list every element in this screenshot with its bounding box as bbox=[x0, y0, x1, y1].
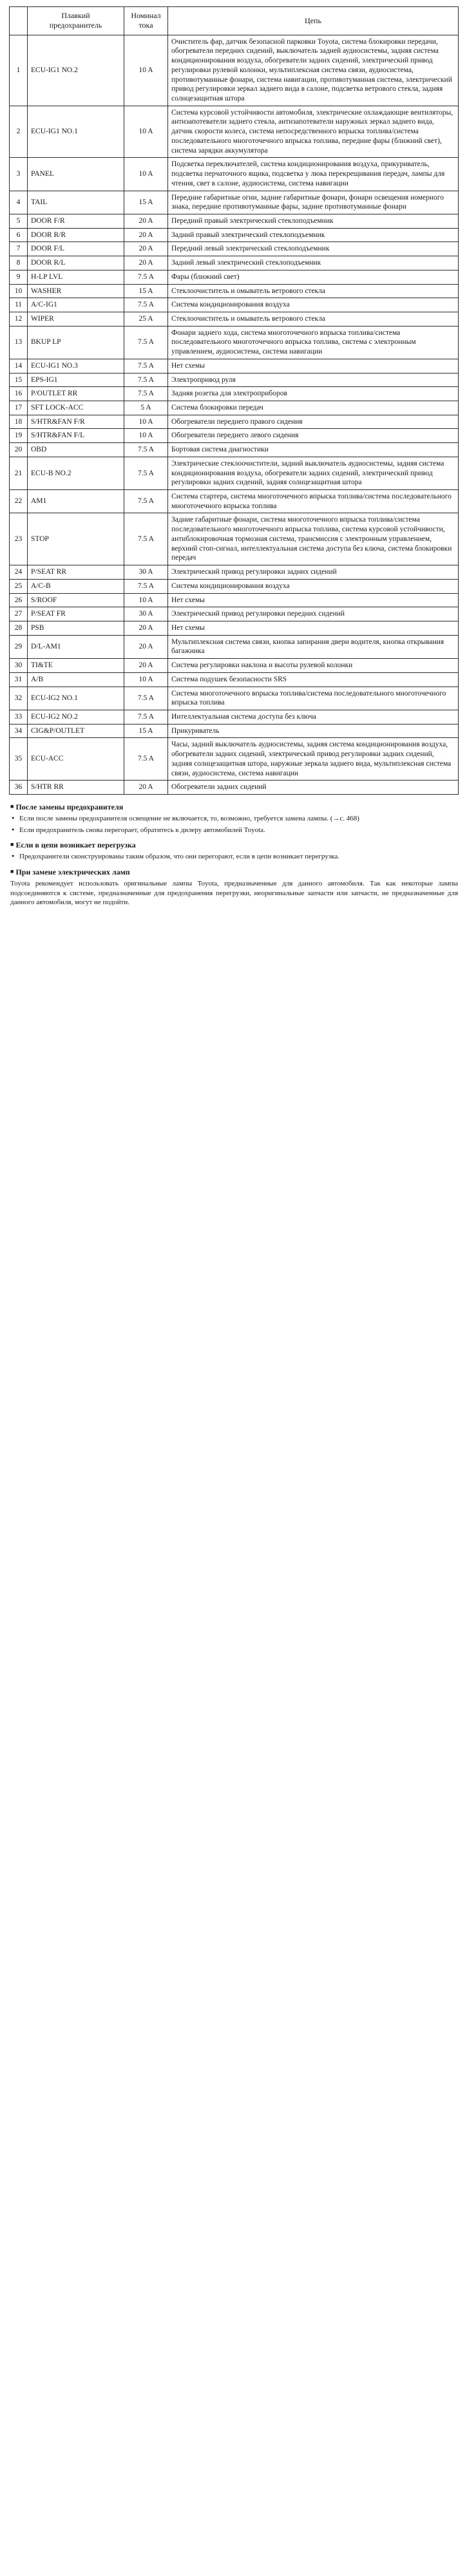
fuse-name: PSB bbox=[28, 621, 124, 635]
fuse-name: S/HTR RR bbox=[28, 781, 124, 795]
fuse-amperage: 20 A bbox=[124, 242, 168, 256]
fuse-circuit: Передний правый электрический стеклоподъемник bbox=[168, 214, 459, 228]
notes-section bbox=[9, 802, 458, 907]
fuse-amperage: 30 A bbox=[124, 565, 168, 580]
fuse-number: 8 bbox=[10, 256, 28, 270]
fuse-number: 2 bbox=[10, 106, 28, 158]
fuse-amperage: 7.5 A bbox=[124, 359, 168, 373]
fuse-amperage: 7.5 A bbox=[124, 579, 168, 593]
fuse-circuit: Задний правый электрический стеклоподъемник bbox=[168, 228, 459, 242]
fuse-amperage: 20 A bbox=[124, 214, 168, 228]
fuse-circuit: Электропривод руля bbox=[168, 373, 459, 387]
fuse-amperage: 15 A bbox=[124, 191, 168, 214]
fuse-amperage: 10 A bbox=[124, 106, 168, 158]
table-row bbox=[10, 242, 459, 256]
fuse-name: DOOR F/L bbox=[28, 242, 124, 256]
fuse-name: ECU-IG1 NO.1 bbox=[28, 106, 124, 158]
fuse-number: 25 bbox=[10, 579, 28, 593]
fuse-name: TAIL bbox=[28, 191, 124, 214]
fuse-circuit: Система стартера, система многоточечного впрыска топлива/система последовательного многоточечного впрыска топлива bbox=[168, 490, 459, 513]
fuse-name: P/OUTLET RR bbox=[28, 387, 124, 401]
fuse-circuit: Обогреватели переднего левого сидения bbox=[168, 429, 459, 443]
fuse-circuit: Подсветка переключателей, система кондиционирования воздуха, прикуриватель, подсветка перчаточного ящика, подсветка у люка перекрещивания передач, лампы для чтения, свет в салоне, аудиосистема, система навигации bbox=[168, 158, 459, 191]
fuse-number: 18 bbox=[10, 415, 28, 429]
fuse-number: 31 bbox=[10, 672, 28, 687]
fuse-number: 10 bbox=[10, 284, 28, 298]
note-paragraph: Toyota рекомендует использовать оригинальные лампы Toyota, предназначенные для данного автомобиля. Так как некоторые лампы подсоединяются к системе, предназначенные для предохранения перегрузки, неоригинальные запчасти или запчасти, не предназначенные для данного автомобиля, могут не подойти. bbox=[10, 879, 458, 907]
fuse-amperage: 20 A bbox=[124, 256, 168, 270]
fuse-name: A/B bbox=[28, 672, 124, 687]
table-row bbox=[10, 490, 459, 513]
fuse-number: 9 bbox=[10, 270, 28, 284]
fuse-name: P/SEAT RR bbox=[28, 565, 124, 580]
table-body bbox=[10, 35, 459, 794]
table-row bbox=[10, 158, 459, 191]
fuse-circuit: Обогреватели переднего правого сидения bbox=[168, 415, 459, 429]
fuse-circuit: Бортовая система диагностики bbox=[168, 443, 459, 457]
fuse-name: ECU-ACC bbox=[28, 738, 124, 781]
fuse-number: 4 bbox=[10, 191, 28, 214]
table-row bbox=[10, 738, 459, 781]
note-title-after-replacement: ■ После замены предохранителя bbox=[10, 802, 458, 812]
fuse-number: 7 bbox=[10, 242, 28, 256]
fuse-name: TI&TE bbox=[28, 659, 124, 673]
fuse-circuit: Стеклоочиститель и омыватель ветрового стекла bbox=[168, 312, 459, 326]
fuse-name: ECU-B NO.2 bbox=[28, 457, 124, 489]
fuse-name: A/C-IG1 bbox=[28, 298, 124, 312]
fuse-name: S/ROOF bbox=[28, 593, 124, 607]
table-row bbox=[10, 429, 459, 443]
fuse-amperage: 7.5 A bbox=[124, 513, 168, 565]
table-row bbox=[10, 710, 459, 724]
fuse-circuit: Задние габаритные фонари, система многоточечного впрыска топлива/система последовательного многоточечного впрыска топлива, система курсовой устойчивости, антиблокировочная тормозная система, трансмиссия с электронным управлением, верхний стоп-сигнал, интеллектуальная система доступа без ключа, система блокировки передач bbox=[168, 513, 459, 565]
fuse-number: 6 bbox=[10, 228, 28, 242]
fuse-amperage: 5 A bbox=[124, 401, 168, 415]
table-row bbox=[10, 513, 459, 565]
note-bullet: ● Предохранители сконструированы таким образом, что они перегорают, если в цепи возникает перегрузка. bbox=[10, 852, 458, 862]
fuse-amperage: 7.5 A bbox=[124, 443, 168, 457]
fuse-number: 23 bbox=[10, 513, 28, 565]
fuse-circuit: Мультиплексная система связи, кнопка запирания двери водителя, кнопка открывания багажника bbox=[168, 635, 459, 658]
fuse-circuit: Задняя розетка для электроприборов bbox=[168, 387, 459, 401]
fuse-amperage: 10 A bbox=[124, 35, 168, 106]
fuse-number: 1 bbox=[10, 35, 28, 106]
fuse-amperage: 7.5 A bbox=[124, 490, 168, 513]
fuse-name: SFT LOCK-ACC bbox=[28, 401, 124, 415]
fuse-name: A/C-B bbox=[28, 579, 124, 593]
table-row bbox=[10, 214, 459, 228]
fuse-number: 3 bbox=[10, 158, 28, 191]
fuse-number: 13 bbox=[10, 326, 28, 359]
fuse-circuit: Часы, задний выключатель аудиосистемы, задняя система кондиционирования воздуха, обогреватели задних сидений, электрический привод регулировки задних сидений, задняя солнцезащитная штора, наружные зеркала заднего вида, мультиплексная система связи, аудиосистема, система навигации bbox=[168, 738, 459, 781]
table-row bbox=[10, 270, 459, 284]
fuse-amperage: 20 A bbox=[124, 635, 168, 658]
fuse-name: ECU-IG2 NO.1 bbox=[28, 687, 124, 710]
table-row bbox=[10, 256, 459, 270]
table-row bbox=[10, 373, 459, 387]
fuse-amperage: 25 A bbox=[124, 312, 168, 326]
fuse-name: PANEL bbox=[28, 158, 124, 191]
table-row bbox=[10, 672, 459, 687]
fuse-name: WASHER bbox=[28, 284, 124, 298]
table-row bbox=[10, 35, 459, 106]
fuse-name: S/HTR&FAN F/R bbox=[28, 415, 124, 429]
fuse-circuit: Интеллектуальная система доступа без ключа bbox=[168, 710, 459, 724]
fuse-circuit: Стеклоочиститель и омыватель ветрового стекла bbox=[168, 284, 459, 298]
fuse-amperage: 7.5 A bbox=[124, 738, 168, 781]
fuse-name: DOOR F/R bbox=[28, 214, 124, 228]
note-bullet: ● Если после замены предохранителя освещение не включается, то, возможно, требуется замена лампы. (→с. 468) bbox=[10, 814, 458, 824]
fuse-number: 21 bbox=[10, 457, 28, 489]
fuse-amperage: 10 A bbox=[124, 158, 168, 191]
table-row bbox=[10, 401, 459, 415]
fuse-circuit: Фонари заднего хода, система многоточечного впрыска топлива/система последовательного многоточечного впрыска топлива, система с электронным управлением, аудиосистема, система навигации bbox=[168, 326, 459, 359]
header-number bbox=[10, 7, 28, 35]
fuse-number: 5 bbox=[10, 214, 28, 228]
table-row bbox=[10, 659, 459, 673]
fuse-amperage: 7.5 A bbox=[124, 387, 168, 401]
table-header-row bbox=[10, 7, 459, 35]
fuse-circuit: Система курсовой устойчивости автомобиля, электрические охлаждающие вентиляторы, антизапотеватели заднего стекла, антизапотеватели наружных зеркал заднего вида, датчик скорости колеса, система непосредственного впрыска топлива/система последовательного многоточечного впрыска топлива, передние фары (ближний свет), система зарядки аккумулятора bbox=[168, 106, 459, 158]
note-bullet: ● Если предохранитель снова перегорает, обратитесь к дилеру автомобилей Toyota. bbox=[10, 826, 458, 835]
header-amperage: Номинал тока bbox=[124, 7, 168, 35]
fuse-amperage: 7.5 A bbox=[124, 457, 168, 489]
table-row bbox=[10, 724, 459, 738]
fuse-number: 15 bbox=[10, 373, 28, 387]
table-row bbox=[10, 359, 459, 373]
fuse-circuit: Обогреватели задних сидений bbox=[168, 781, 459, 795]
table-row bbox=[10, 106, 459, 158]
fuse-circuit: Электрический привод регулировки передних сидений bbox=[168, 607, 459, 621]
fuse-name: WIPER bbox=[28, 312, 124, 326]
fuse-amperage: 7.5 A bbox=[124, 326, 168, 359]
fuse-name: EPS-IG1 bbox=[28, 373, 124, 387]
fuse-name: P/SEAT FR bbox=[28, 607, 124, 621]
fuse-circuit: Система кондиционирования воздуха bbox=[168, 579, 459, 593]
fuse-circuit: Фары (ближний свет) bbox=[168, 270, 459, 284]
fuse-circuit: Нет схемы bbox=[168, 621, 459, 635]
fuse-name: STOP bbox=[28, 513, 124, 565]
fuse-number: 30 bbox=[10, 659, 28, 673]
fuse-number: 22 bbox=[10, 490, 28, 513]
fuse-number: 17 bbox=[10, 401, 28, 415]
fuse-amperage: 10 A bbox=[124, 429, 168, 443]
fuse-number: 28 bbox=[10, 621, 28, 635]
fuse-name: ECU-IG1 NO.2 bbox=[28, 35, 124, 106]
fuse-number: 19 bbox=[10, 429, 28, 443]
table-row bbox=[10, 457, 459, 489]
fuse-amperage: 10 A bbox=[124, 672, 168, 687]
fuse-circuit: Задний левый электрический стеклоподъемник bbox=[168, 256, 459, 270]
fuse-amperage: 20 A bbox=[124, 228, 168, 242]
fuse-name: OBD bbox=[28, 443, 124, 457]
fuse-name: DOOR R/R bbox=[28, 228, 124, 242]
fuse-circuit: Передние габаритные огни, задние габаритные фонари, фонари освещения номерного знака, передние противотуманные фары, задние противотуманные фонари bbox=[168, 191, 459, 214]
fuse-amperage: 7.5 A bbox=[124, 373, 168, 387]
fuse-number: 34 bbox=[10, 724, 28, 738]
fuse-circuit: Очиститель фар, датчик безопасной парковки Toyota, система блокировки передачи, обогреватели передних сидений, выключатель задней аудиосистемы, задняя система кондиционирования воздуха, обогреватели задних сидений, электрический привод регулировки рулевой колонки, мультиплексная система связи, аудиосистема, противотуманные фонари, система навигации, противотуманная система, электрический привод регулировки зеркал заднего вида в салоне, подсветка ветрового стекла, задняя солнцезащитная штора bbox=[168, 35, 459, 106]
fuse-amperage: 15 A bbox=[124, 284, 168, 298]
fuse-name: D/L-AM1 bbox=[28, 635, 124, 658]
fuse-amperage: 20 A bbox=[124, 621, 168, 635]
fuse-circuit: Нет схемы bbox=[168, 359, 459, 373]
fuse-amperage: 20 A bbox=[124, 781, 168, 795]
fuse-name: DOOR R/L bbox=[28, 256, 124, 270]
fuse-name: ECU-IG2 NO.2 bbox=[28, 710, 124, 724]
fuse-amperage: 7.5 A bbox=[124, 687, 168, 710]
fuse-number: 11 bbox=[10, 298, 28, 312]
header-circuit: Цепь bbox=[168, 7, 459, 35]
table-row bbox=[10, 607, 459, 621]
fuse-circuit: Система кондиционирования воздуха bbox=[168, 298, 459, 312]
fuse-name: CIG&P/OUTLET bbox=[28, 724, 124, 738]
fuse-circuit: Передний левый электрический стеклоподъемник bbox=[168, 242, 459, 256]
fuse-number: 24 bbox=[10, 565, 28, 580]
fuse-number: 35 bbox=[10, 738, 28, 781]
table-row bbox=[10, 781, 459, 795]
table-row bbox=[10, 312, 459, 326]
fuse-name: S/HTR&FAN F/L bbox=[28, 429, 124, 443]
note-title-bulb-replacement: ■ При замене электрических ламп bbox=[10, 867, 458, 877]
fuse-number: 14 bbox=[10, 359, 28, 373]
fuse-circuit: Система подушек безопасности SRS bbox=[168, 672, 459, 687]
fuse-number: 33 bbox=[10, 710, 28, 724]
fuse-number: 26 bbox=[10, 593, 28, 607]
fuse-circuit: Система блокировки передач bbox=[168, 401, 459, 415]
fuse-amperage: 30 A bbox=[124, 607, 168, 621]
fuse-amperage: 7.5 A bbox=[124, 270, 168, 284]
fuse-amperage: 7.5 A bbox=[124, 298, 168, 312]
fuse-number: 27 bbox=[10, 607, 28, 621]
table-row bbox=[10, 228, 459, 242]
table-row bbox=[10, 635, 459, 658]
table-row bbox=[10, 191, 459, 214]
fuse-amperage: 7.5 A bbox=[124, 710, 168, 724]
fuse-circuit: Нет схемы bbox=[168, 593, 459, 607]
fuse-name: BKUP LP bbox=[28, 326, 124, 359]
fuse-number: 36 bbox=[10, 781, 28, 795]
fuse-number: 12 bbox=[10, 312, 28, 326]
fuse-amperage: 20 A bbox=[124, 659, 168, 673]
fuse-circuit: Система регулировки наклона и высоты рулевой колонки bbox=[168, 659, 459, 673]
fuse-circuit: Система многоточечного впрыска топлива/система последовательного многоточечного впрыска топлива bbox=[168, 687, 459, 710]
fuse-box-page bbox=[0, 0, 467, 918]
table-row bbox=[10, 593, 459, 607]
table-row bbox=[10, 443, 459, 457]
fuse-number: 29 bbox=[10, 635, 28, 658]
fuse-circuit: Электрический привод регулировки задних сидений bbox=[168, 565, 459, 580]
header-fuse-name: Плавкий предохранитель bbox=[28, 7, 124, 35]
table-row bbox=[10, 565, 459, 580]
fuse-number: 32 bbox=[10, 687, 28, 710]
table-row bbox=[10, 326, 459, 359]
fuse-amperage: 10 A bbox=[124, 593, 168, 607]
fuse-circuit: Электрические стеклоочистители, задний выключатель аудиосистемы, задняя система кондиционирования воздуха, обогреватели задних сидений, электрический привод регулировки задних сидений, задняя солнцезащитная штора bbox=[168, 457, 459, 489]
fuse-number: 16 bbox=[10, 387, 28, 401]
table-row bbox=[10, 621, 459, 635]
fuse-amperage: 10 A bbox=[124, 415, 168, 429]
fuse-number: 20 bbox=[10, 443, 28, 457]
table-row bbox=[10, 415, 459, 429]
table-row bbox=[10, 284, 459, 298]
fuse-name: ECU-IG1 NO.3 bbox=[28, 359, 124, 373]
fuse-circuit: Прикуриватель bbox=[168, 724, 459, 738]
table-row bbox=[10, 298, 459, 312]
fuse-table bbox=[9, 6, 459, 795]
fuse-name: AM1 bbox=[28, 490, 124, 513]
fuse-name: H-LP LVL bbox=[28, 270, 124, 284]
fuse-amperage: 15 A bbox=[124, 724, 168, 738]
table-row bbox=[10, 687, 459, 710]
note-title-overload: ■ Если в цепи возникает перегрузка bbox=[10, 840, 458, 850]
table-row bbox=[10, 579, 459, 593]
table-row bbox=[10, 387, 459, 401]
